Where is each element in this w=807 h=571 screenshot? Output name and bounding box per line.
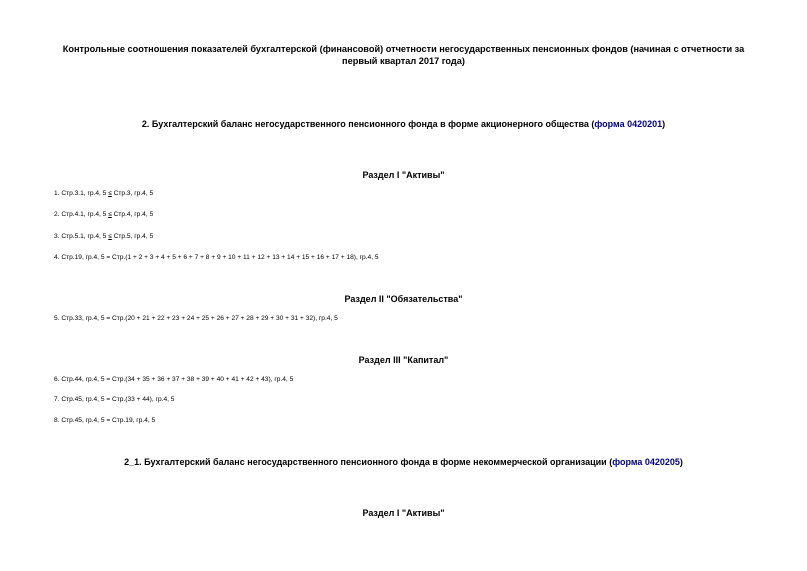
ratio-3-sign: ≤ (108, 233, 112, 240)
section-2-part-1-heading: Раздел I "Активы" (362, 170, 445, 180)
document-title: Контрольные соотношения показателей бухгалтерской (финансовой) отчетности негосударственных пенсионных фондов (начиная с отчетности за первый квартал 2017 года) (62, 44, 745, 66)
section-2-1-heading-text: 2_1. Бухгалтерский баланс негосударственного пенсионного фонда в форме некоммерческой организации ( (124, 457, 613, 467)
section-2-heading (0, 119, 807, 130)
ratio-2-left: 2. Стр.4.1, гр.4, 5 (54, 211, 109, 218)
control-ratio-1 (54, 190, 153, 198)
section-2-1-heading-close: ) (679, 457, 683, 467)
section-2-1-part-1-heading: Раздел I "Активы" (362, 508, 445, 518)
section-2-part-2-heading: Раздел II "Обязательства" (344, 294, 463, 304)
ratio-2-sign: ≤ (108, 211, 112, 218)
control-ratio-8: 8. Стр.45, гр.4, 5 = Стр.19, гр.4, 5 (54, 417, 156, 424)
ratio-3-right: Стр.5, гр.4, 5 (111, 233, 154, 240)
form-0420201-link[interactable]: форма 0420201 (594, 119, 663, 129)
control-ratio-7: 7. Стр.45, гр.4, 5 = Стр.(33 + 44), гр.4, 5 (54, 396, 175, 403)
ratio-2-right: Стр.4, гр.4, 5 (111, 211, 154, 218)
section-2-1-heading (0, 457, 807, 468)
ratio-3-left: 3. Стр.5.1, гр.4, 5 (54, 233, 109, 240)
control-ratio-4: 4. Стр.19, гр.4, 5 = Стр.(1 + 2 + 3 + 4 + 5 + 6 + 7 + 8 + 9 + 10 + 11 + 12 + 13 + 14 + 15 + 16 + 17 + 18), гр.4, 5 (54, 254, 379, 261)
control-ratio-6: 6. Стр.44, гр.4, 5 = Стр.(34 + 35 + 36 + 37 + 38 + 39 + 40 + 41 + 42 + 43), гр.4, 5 (54, 376, 294, 383)
section-2-part-3-heading: Раздел III "Капитал" (358, 355, 449, 365)
control-ratio-5: 5. Стр.33, гр.4, 5 = Стр.(20 + 21 + 22 + 23 + 24 + 25 + 26 + 27 + 28 + 29 + 30 + 31 + 32), гр.4, 5 (54, 315, 338, 322)
control-ratio-2 (54, 211, 153, 219)
section-2-heading-close: ) (662, 119, 666, 129)
control-ratio-3 (54, 233, 153, 241)
form-0420205-link[interactable]: форма 0420205 (612, 457, 680, 467)
ratio-1-sign: ≤ (108, 190, 112, 197)
ratio-1-left: 1. Стр.3.1, гр.4, 5 (54, 190, 109, 197)
section-2-heading-text: 2. Бухгалтерский баланс негосударственного пенсионного фонда в форме акционерного общества ( (141, 119, 595, 129)
ratio-1-right: Стр.3, гр.4, 5 (111, 190, 154, 197)
